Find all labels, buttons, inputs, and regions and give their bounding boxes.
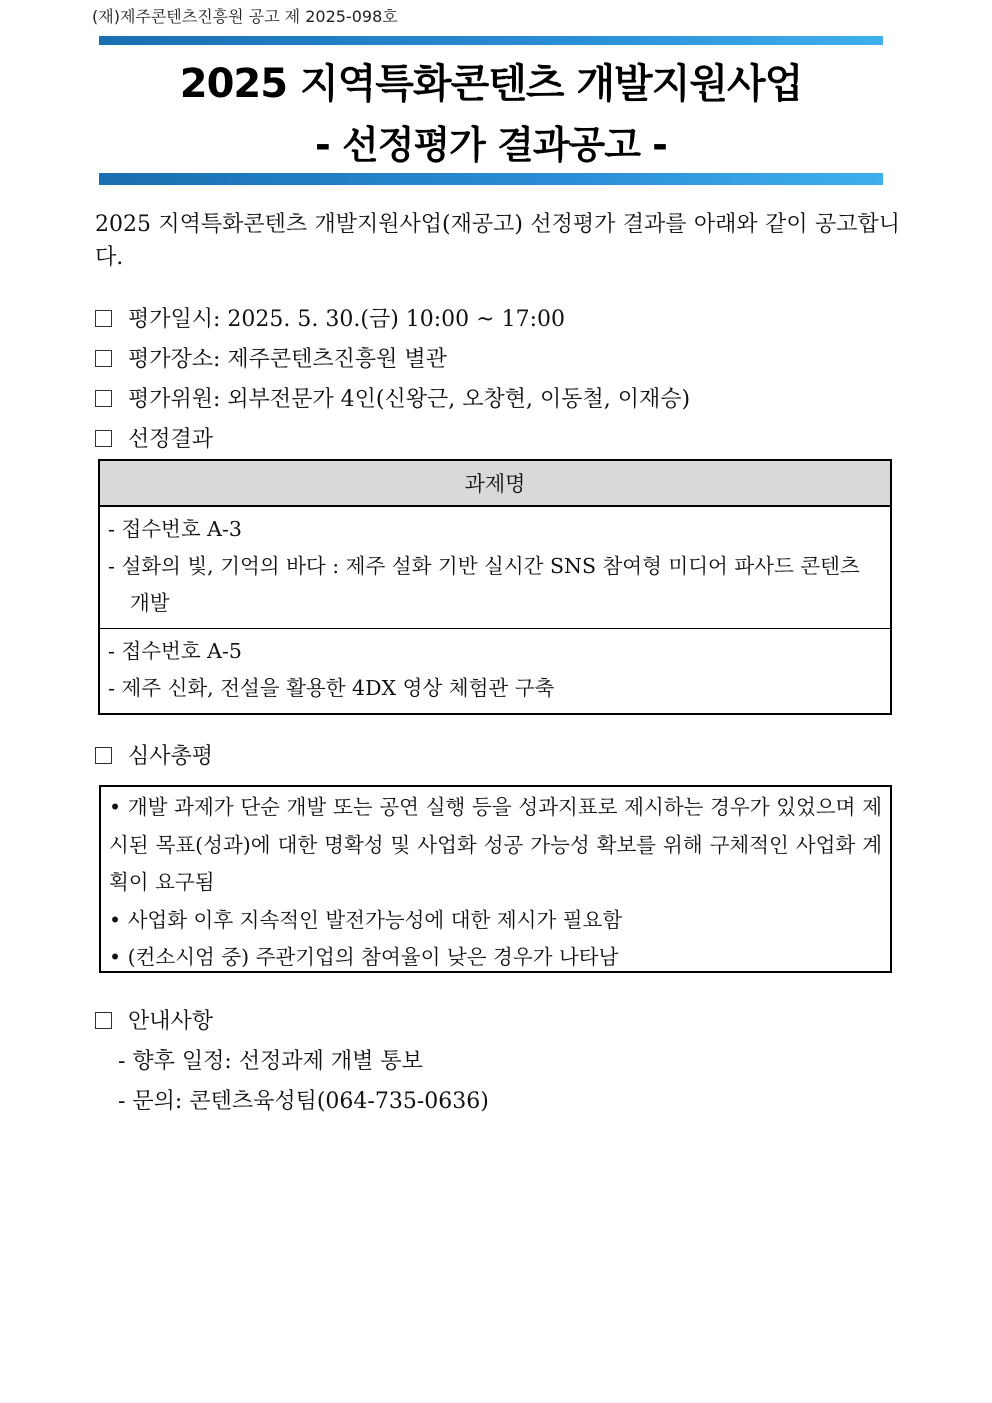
table-row xyxy=(99,629,891,715)
selection-result-heading-text: 선정결과 xyxy=(128,427,214,452)
checkbox-square-icon xyxy=(95,350,112,367)
notice-heading xyxy=(95,1004,213,1035)
receipt-number: - 접수번호 A-5 xyxy=(108,639,242,663)
notice-contact-line: - 문의: 콘텐츠육성팀(064-735-0636) xyxy=(118,1089,489,1114)
review-summary-heading xyxy=(95,739,213,770)
table-row xyxy=(99,506,891,629)
checkbox-square-icon xyxy=(95,1012,112,1029)
review-bullet: • (컨소시엄 중) 주관기업의 참여율이 낮은 경우가 나타남 xyxy=(109,945,619,969)
checkbox-square-icon xyxy=(95,430,112,447)
review-summary-box xyxy=(99,785,892,973)
notice-schedule-line: - 향후 일정: 선정과제 개별 통보 xyxy=(118,1049,423,1074)
top-accent-bar xyxy=(99,36,883,45)
intro-paragraph: 2025 지역특화콘텐츠 개발지원사업(재공고) 선정평가 결과를 아래와 같이 공고합니다. xyxy=(95,212,900,270)
page-subtitle: - 선정평가 결과공고 - xyxy=(315,123,667,167)
project-title: - 제주 신화, 전설을 활용한 4DX 영상 체험관 구축 xyxy=(108,676,555,700)
selection-result-heading xyxy=(95,422,213,453)
checkbox-square-icon xyxy=(95,747,112,764)
document-reference-number: (재)제주콘텐츠진흥원 공고 제 2025-098호 xyxy=(92,7,398,26)
evaluation-committee-item xyxy=(95,382,690,413)
project-title: - 설화의 빛, 기억의 바다 : 제주 설화 기반 실시간 SNS 참여형 미디어 파사드 콘텐츠 개발 xyxy=(108,554,860,615)
receipt-number: - 접수번호 A-3 xyxy=(108,517,242,541)
bottom-accent-bar xyxy=(99,173,883,185)
evaluation-date-item xyxy=(95,302,565,333)
evaluation-place-text: 평가장소: 제주콘텐츠진흥원 별관 xyxy=(128,347,447,372)
checkbox-square-icon xyxy=(95,310,112,327)
evaluation-place-item xyxy=(95,342,447,373)
notice-heading-text: 안내사항 xyxy=(128,1009,214,1034)
review-bullet: • 개발 과제가 단순 개발 또는 공연 실행 등을 성과지표로 제시하는 경우가 있었으며 제시된 목표(성과)에 대한 명확성 및 사업화 성공 가능성 확보를 위해 구체적인 사업화 계획이 요구됨 xyxy=(109,795,882,894)
table-header-project-name: 과제명 xyxy=(99,460,891,506)
review-bullet: • 사업화 이후 지속적인 발전가능성에 대한 제시가 필요함 xyxy=(109,907,623,932)
evaluation-committee-text: 평가위원: 외부전문가 4인(신왕근, 오창현, 이동철, 이재승) xyxy=(128,387,691,412)
page-title: 2025 지역특화콘텐츠 개발지원사업 xyxy=(179,61,803,107)
evaluation-date-text: 평가일시: 2025. 5. 30.(금) 10:00 ~ 17:00 xyxy=(128,307,565,332)
selection-result-table xyxy=(98,459,892,715)
review-summary-heading-text: 심사총평 xyxy=(128,744,214,769)
checkbox-square-icon xyxy=(95,390,112,407)
